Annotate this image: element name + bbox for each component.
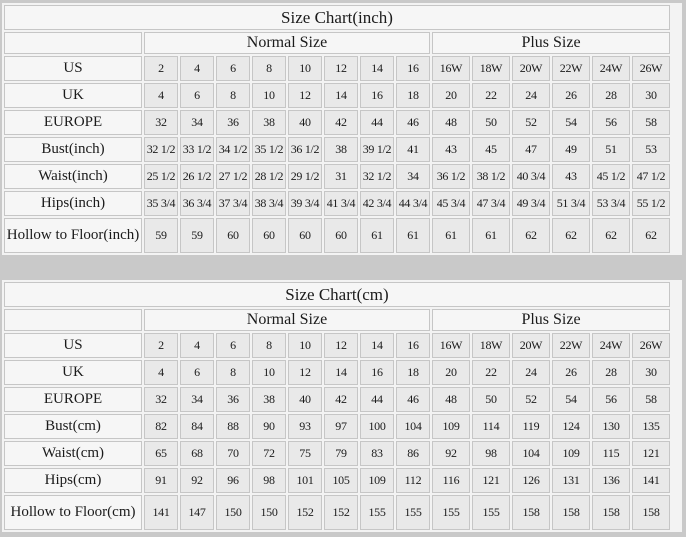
size-cell: 16W bbox=[432, 56, 470, 81]
size-cell: 22W bbox=[552, 333, 590, 358]
size-cell: 60 bbox=[324, 218, 358, 253]
size-cell: 43 bbox=[432, 137, 470, 162]
row-label: Hips(inch) bbox=[4, 191, 142, 216]
size-cell: 27 1/2 bbox=[216, 164, 250, 189]
size-cell: 158 bbox=[552, 495, 590, 530]
size-cell: 55 1/2 bbox=[632, 191, 670, 216]
size-cell: 2 bbox=[144, 333, 178, 358]
size-cell: 34 bbox=[180, 387, 214, 412]
table-row bbox=[4, 414, 670, 439]
size-cell: 6 bbox=[180, 83, 214, 108]
size-cell: 50 bbox=[472, 110, 510, 135]
size-cell: 109 bbox=[552, 441, 590, 466]
size-cell: 88 bbox=[216, 414, 250, 439]
size-cell: 136 bbox=[592, 468, 630, 493]
size-cell: 14 bbox=[324, 360, 358, 385]
size-cell: 116 bbox=[432, 468, 470, 493]
size-cell: 104 bbox=[396, 414, 430, 439]
chart-title-row bbox=[4, 5, 670, 30]
size-cell: 53 3/4 bbox=[592, 191, 630, 216]
row-label: Bust(inch) bbox=[4, 137, 142, 162]
size-cell: 26 bbox=[552, 83, 590, 108]
size-cell: 155 bbox=[472, 495, 510, 530]
size-cell: 26 bbox=[552, 360, 590, 385]
size-cell: 16 bbox=[396, 56, 430, 81]
table-row bbox=[4, 137, 670, 162]
size-cell: 59 bbox=[180, 218, 214, 253]
size-cell: 49 bbox=[552, 137, 590, 162]
size-cell: 32 bbox=[144, 110, 178, 135]
size-cell: 16 bbox=[360, 360, 394, 385]
size-cell: 126 bbox=[512, 468, 550, 493]
row-label: US bbox=[4, 333, 142, 358]
size-cell: 8 bbox=[216, 360, 250, 385]
size-cell: 18W bbox=[472, 56, 510, 81]
size-cell: 61 bbox=[396, 218, 430, 253]
size-cell: 18W bbox=[472, 333, 510, 358]
size-cell: 20 bbox=[432, 83, 470, 108]
size-cell: 150 bbox=[216, 495, 250, 530]
size-cell: 58 bbox=[632, 110, 670, 135]
size-cell: 24 bbox=[512, 360, 550, 385]
size-cell: 31 bbox=[324, 164, 358, 189]
size-cell: 44 bbox=[360, 110, 394, 135]
size-cell: 40 3/4 bbox=[512, 164, 550, 189]
size-cell: 56 bbox=[592, 387, 630, 412]
size-cell: 20W bbox=[512, 333, 550, 358]
size-cell: 60 bbox=[216, 218, 250, 253]
size-cell: 155 bbox=[396, 495, 430, 530]
size-charts-page bbox=[2, 3, 684, 537]
size-cell: 32 1/2 bbox=[144, 137, 178, 162]
size-cell: 32 1/2 bbox=[360, 164, 394, 189]
size-cell: 6 bbox=[216, 333, 250, 358]
size-cell: 135 bbox=[632, 414, 670, 439]
size-cell: 112 bbox=[396, 468, 430, 493]
size-cell: 24W bbox=[592, 333, 630, 358]
size-cell: 16W bbox=[432, 333, 470, 358]
size-cell: 141 bbox=[144, 495, 178, 530]
size-cell: 141 bbox=[632, 468, 670, 493]
table-row bbox=[4, 333, 670, 358]
size-cell: 38 bbox=[252, 387, 286, 412]
size-cell: 16 bbox=[360, 83, 394, 108]
size-cell: 51 3/4 bbox=[552, 191, 590, 216]
size-cell: 52 bbox=[512, 110, 550, 135]
size-cell: 150 bbox=[252, 495, 286, 530]
normal-size-header: Normal Size bbox=[144, 32, 430, 54]
size-cell: 68 bbox=[180, 441, 214, 466]
size-cell: 26W bbox=[632, 56, 670, 81]
size-cell: 46 bbox=[396, 110, 430, 135]
size-cell: 97 bbox=[324, 414, 358, 439]
size-cell: 8 bbox=[252, 56, 286, 81]
size-cell: 28 1/2 bbox=[252, 164, 286, 189]
size-cell: 47 1/2 bbox=[632, 164, 670, 189]
size-cell: 12 bbox=[288, 360, 322, 385]
size-cell: 96 bbox=[216, 468, 250, 493]
size-cell: 6 bbox=[216, 56, 250, 81]
size-cell: 22W bbox=[552, 56, 590, 81]
size-cell: 34 bbox=[180, 110, 214, 135]
row-label: EUROPE bbox=[4, 110, 142, 135]
size-cell: 42 3/4 bbox=[360, 191, 394, 216]
size-cell: 158 bbox=[512, 495, 550, 530]
size-cell: 158 bbox=[632, 495, 670, 530]
size-cell: 42 bbox=[324, 110, 358, 135]
size-cell: 47 3/4 bbox=[472, 191, 510, 216]
size-cell: 18 bbox=[396, 83, 430, 108]
size-cell: 10 bbox=[252, 360, 286, 385]
table-row bbox=[4, 110, 670, 135]
size-cell: 152 bbox=[324, 495, 358, 530]
size-cell: 45 1/2 bbox=[592, 164, 630, 189]
row-label: Bust(cm) bbox=[4, 414, 142, 439]
size-cell: 60 bbox=[252, 218, 286, 253]
size-cell: 26 1/2 bbox=[180, 164, 214, 189]
size-cell: 90 bbox=[252, 414, 286, 439]
row-label: Hollow to Floor(inch) bbox=[4, 218, 142, 253]
size-cell: 24W bbox=[592, 56, 630, 81]
size-cell: 155 bbox=[432, 495, 470, 530]
size-cell: 44 bbox=[360, 387, 394, 412]
size-cell: 38 bbox=[252, 110, 286, 135]
size-cell: 109 bbox=[360, 468, 394, 493]
size-cell: 51 bbox=[592, 137, 630, 162]
size-cell: 41 3/4 bbox=[324, 191, 358, 216]
size-cell: 72 bbox=[252, 441, 286, 466]
size-cell: 36 1/2 bbox=[288, 137, 322, 162]
size-cell: 50 bbox=[472, 387, 510, 412]
size-cell: 41 bbox=[396, 137, 430, 162]
size-cell: 28 bbox=[592, 360, 630, 385]
size-cell: 26W bbox=[632, 333, 670, 358]
row-label: UK bbox=[4, 83, 142, 108]
size-cell: 130 bbox=[592, 414, 630, 439]
size-cell: 4 bbox=[144, 360, 178, 385]
size-cell: 38 3/4 bbox=[252, 191, 286, 216]
row-label: Waist(inch) bbox=[4, 164, 142, 189]
size-cell: 147 bbox=[180, 495, 214, 530]
row-label: US bbox=[4, 56, 142, 81]
size-cell: 20W bbox=[512, 56, 550, 81]
size-cell: 36 3/4 bbox=[180, 191, 214, 216]
size-cell: 34 bbox=[396, 164, 430, 189]
size-cell: 46 bbox=[396, 387, 430, 412]
size-cell: 114 bbox=[472, 414, 510, 439]
size-cell: 83 bbox=[360, 441, 394, 466]
size-cell: 10 bbox=[288, 333, 322, 358]
size-cell: 54 bbox=[552, 110, 590, 135]
size-cell: 24 bbox=[512, 83, 550, 108]
size-cell: 61 bbox=[432, 218, 470, 253]
size-cell: 98 bbox=[472, 441, 510, 466]
size-cell: 109 bbox=[432, 414, 470, 439]
table-row bbox=[4, 56, 670, 81]
size-cell: 18 bbox=[396, 360, 430, 385]
table-row bbox=[4, 83, 670, 108]
corner-cell bbox=[4, 309, 142, 331]
size-cell: 10 bbox=[288, 56, 322, 81]
size-group-header-row bbox=[4, 309, 670, 331]
size-cell: 75 bbox=[288, 441, 322, 466]
table-row bbox=[4, 441, 670, 466]
size-cell: 16 bbox=[396, 333, 430, 358]
size-cell: 40 bbox=[288, 387, 322, 412]
size-cell: 152 bbox=[288, 495, 322, 530]
size-cell: 115 bbox=[592, 441, 630, 466]
table-row bbox=[4, 387, 670, 412]
table-row bbox=[4, 164, 670, 189]
chart-title: Size Chart(cm) bbox=[4, 282, 670, 307]
row-label: UK bbox=[4, 360, 142, 385]
plus-size-header: Plus Size bbox=[432, 309, 670, 331]
size-cell: 79 bbox=[324, 441, 358, 466]
size-cell: 20 bbox=[432, 360, 470, 385]
size-cell: 44 3/4 bbox=[396, 191, 430, 216]
chart-title-row bbox=[4, 282, 670, 307]
size-cell: 98 bbox=[252, 468, 286, 493]
size-cell: 32 bbox=[144, 387, 178, 412]
size-cell: 101 bbox=[288, 468, 322, 493]
size-cell: 86 bbox=[396, 441, 430, 466]
size-cell: 14 bbox=[360, 333, 394, 358]
size-cell: 62 bbox=[632, 218, 670, 253]
size-chart-surface-inch bbox=[2, 3, 682, 255]
size-cell: 105 bbox=[324, 468, 358, 493]
size-cell: 158 bbox=[592, 495, 630, 530]
size-cell: 61 bbox=[360, 218, 394, 253]
row-label: EUROPE bbox=[4, 387, 142, 412]
table-row bbox=[4, 360, 670, 385]
size-cell: 38 bbox=[324, 137, 358, 162]
size-cell: 62 bbox=[592, 218, 630, 253]
size-cell: 14 bbox=[360, 56, 394, 81]
size-cell: 39 1/2 bbox=[360, 137, 394, 162]
row-label: Waist(cm) bbox=[4, 441, 142, 466]
size-cell: 61 bbox=[472, 218, 510, 253]
size-cell: 45 3/4 bbox=[432, 191, 470, 216]
size-cell: 56 bbox=[592, 110, 630, 135]
size-cell: 100 bbox=[360, 414, 394, 439]
size-cell: 58 bbox=[632, 387, 670, 412]
size-cell: 39 3/4 bbox=[288, 191, 322, 216]
size-cell: 119 bbox=[512, 414, 550, 439]
size-cell: 45 bbox=[472, 137, 510, 162]
size-cell: 30 bbox=[632, 83, 670, 108]
size-cell: 25 1/2 bbox=[144, 164, 178, 189]
corner-cell bbox=[4, 32, 142, 54]
size-cell: 8 bbox=[252, 333, 286, 358]
size-cell: 28 bbox=[592, 83, 630, 108]
size-cell: 82 bbox=[144, 414, 178, 439]
size-cell: 12 bbox=[324, 333, 358, 358]
size-cell: 40 bbox=[288, 110, 322, 135]
size-cell: 91 bbox=[144, 468, 178, 493]
size-cell: 92 bbox=[432, 441, 470, 466]
size-cell: 38 1/2 bbox=[472, 164, 510, 189]
size-cell: 29 1/2 bbox=[288, 164, 322, 189]
size-cell: 70 bbox=[216, 441, 250, 466]
size-cell: 22 bbox=[472, 83, 510, 108]
size-cell: 93 bbox=[288, 414, 322, 439]
size-cell: 35 1/2 bbox=[252, 137, 286, 162]
size-cell: 12 bbox=[324, 56, 358, 81]
size-cell: 8 bbox=[216, 83, 250, 108]
chart-title: Size Chart(inch) bbox=[4, 5, 670, 30]
size-cell: 30 bbox=[632, 360, 670, 385]
size-cell: 60 bbox=[288, 218, 322, 253]
row-label: Hips(cm) bbox=[4, 468, 142, 493]
size-cell: 104 bbox=[512, 441, 550, 466]
size-cell: 92 bbox=[180, 468, 214, 493]
size-cell: 124 bbox=[552, 414, 590, 439]
size-cell: 65 bbox=[144, 441, 178, 466]
size-cell: 37 3/4 bbox=[216, 191, 250, 216]
size-cell: 2 bbox=[144, 56, 178, 81]
size-group-header-row bbox=[4, 32, 670, 54]
size-chart-surface-cm bbox=[2, 280, 682, 532]
size-cell: 121 bbox=[632, 441, 670, 466]
size-cell: 36 1/2 bbox=[432, 164, 470, 189]
size-cell: 49 3/4 bbox=[512, 191, 550, 216]
size-cell: 53 bbox=[632, 137, 670, 162]
size-cell: 48 bbox=[432, 387, 470, 412]
size-cell: 42 bbox=[324, 387, 358, 412]
plus-size-header: Plus Size bbox=[432, 32, 670, 54]
size-cell: 62 bbox=[512, 218, 550, 253]
row-label: Hollow to Floor(cm) bbox=[4, 495, 142, 530]
size-cell: 10 bbox=[252, 83, 286, 108]
size-cell: 121 bbox=[472, 468, 510, 493]
size-cell: 36 bbox=[216, 110, 250, 135]
size-cell: 52 bbox=[512, 387, 550, 412]
normal-size-header: Normal Size bbox=[144, 309, 430, 331]
size-cell: 47 bbox=[512, 137, 550, 162]
size-cell: 36 bbox=[216, 387, 250, 412]
size-cell: 43 bbox=[552, 164, 590, 189]
size-cell: 54 bbox=[552, 387, 590, 412]
size-cell: 59 bbox=[144, 218, 178, 253]
size-cell: 34 1/2 bbox=[216, 137, 250, 162]
table-row bbox=[4, 218, 670, 253]
size-cell: 155 bbox=[360, 495, 394, 530]
size-cell: 12 bbox=[288, 83, 322, 108]
size-cell: 35 3/4 bbox=[144, 191, 178, 216]
size-cell: 48 bbox=[432, 110, 470, 135]
table-row bbox=[4, 191, 670, 216]
size-cell: 62 bbox=[552, 218, 590, 253]
table-row bbox=[4, 468, 670, 493]
size-chart-cm bbox=[2, 280, 672, 532]
size-cell: 33 1/2 bbox=[180, 137, 214, 162]
size-cell: 14 bbox=[324, 83, 358, 108]
size-cell: 4 bbox=[144, 83, 178, 108]
size-chart-inch bbox=[2, 3, 672, 255]
size-cell: 4 bbox=[180, 56, 214, 81]
size-cell: 6 bbox=[180, 360, 214, 385]
size-cell: 22 bbox=[472, 360, 510, 385]
size-cell: 4 bbox=[180, 333, 214, 358]
table-row bbox=[4, 495, 670, 530]
size-cell: 131 bbox=[552, 468, 590, 493]
size-cell: 84 bbox=[180, 414, 214, 439]
